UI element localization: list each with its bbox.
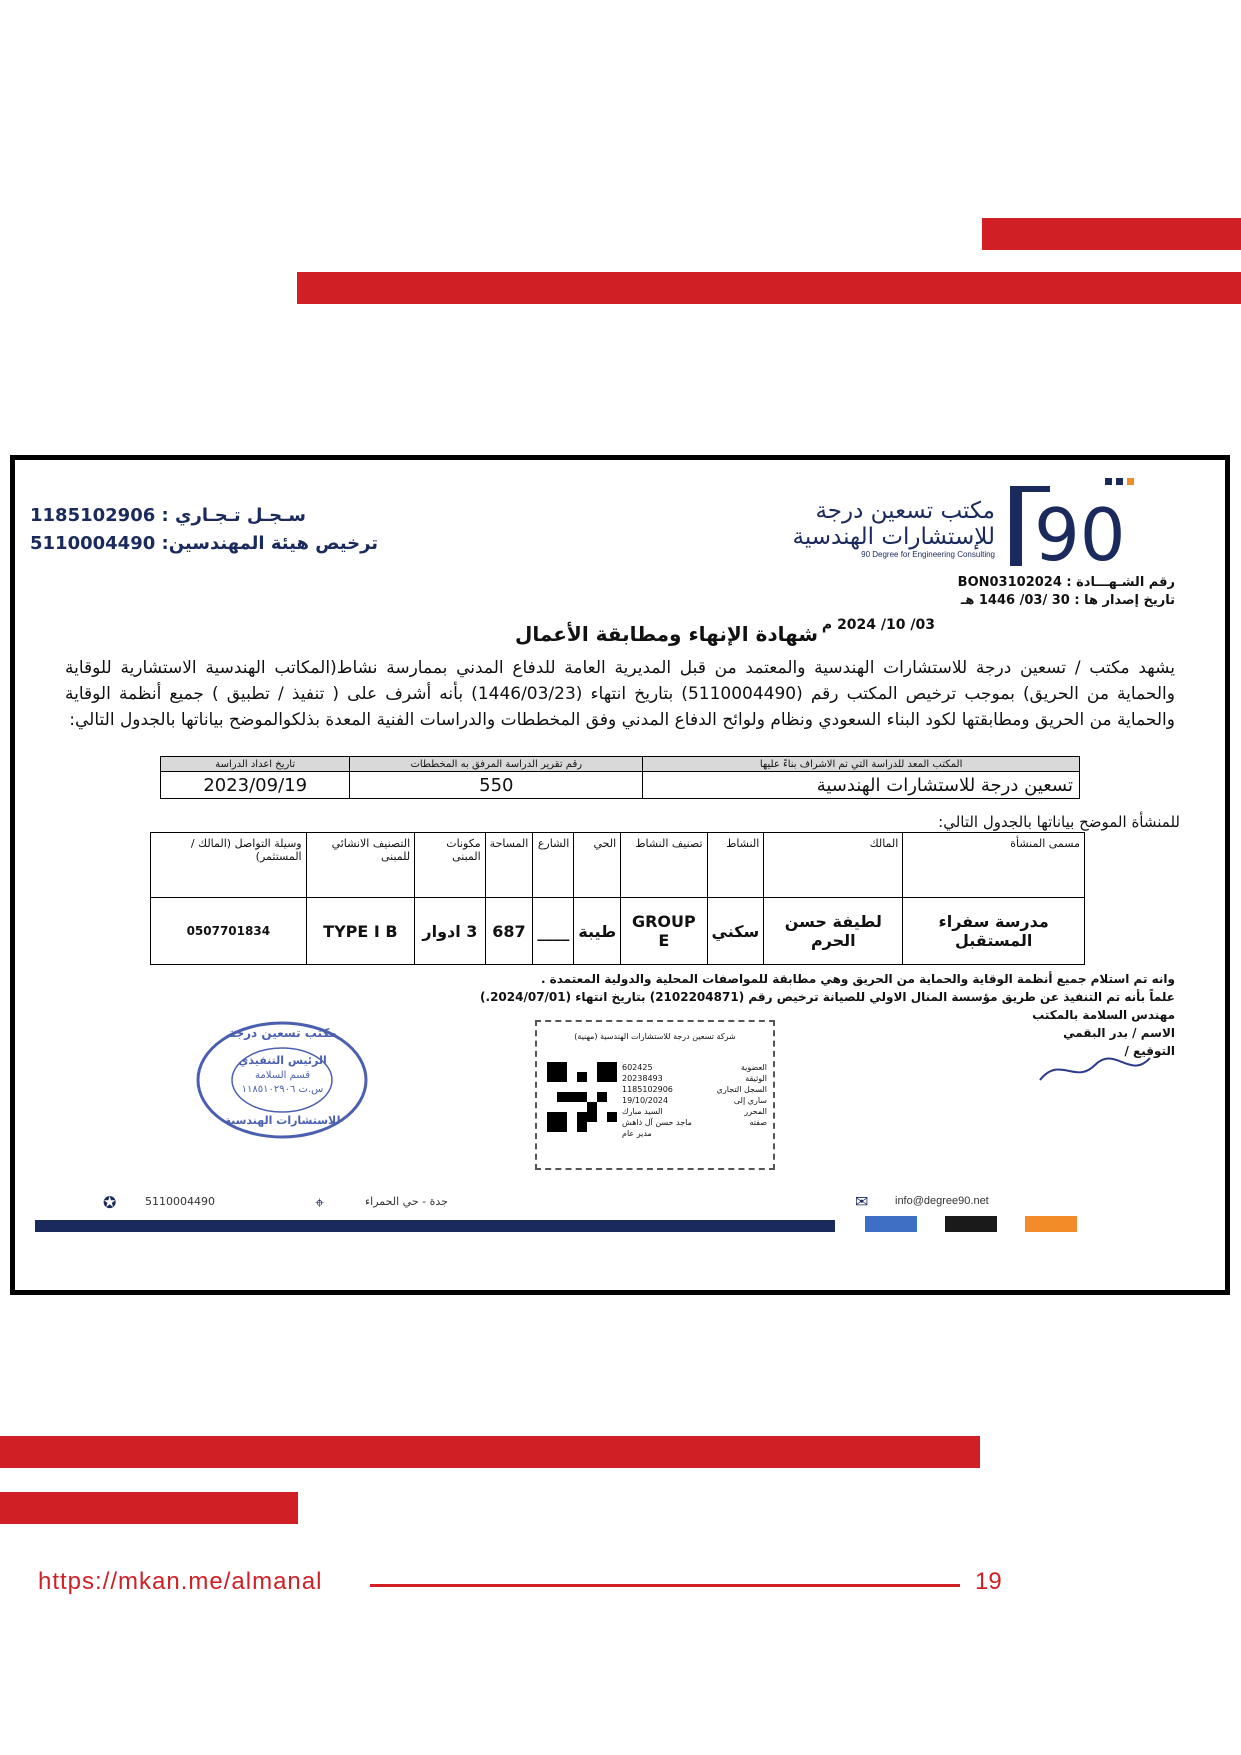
facility-header: التصنيف الانشائي للمبنى [306,833,415,898]
office-logo [1010,478,1170,568]
verification-row: 20238493 الوثيقة [622,1074,767,1083]
verification-row: 602425 العضوية [622,1063,767,1072]
header-registration [30,502,430,558]
office-name-en: 90 Degree for Engineering Consulting [861,550,995,559]
issue-date-hijri: تاريخ إصدار ها : 30 /03/ 1446 هـ [960,593,1175,608]
cert-number: رقم الشـهـــادة : BON03102024 [957,575,1175,590]
verification-row: مدير عام [622,1129,652,1138]
facility-header: النشاط [707,833,764,898]
official-stamp [195,1020,370,1140]
study-header-report: رقم تقرير الدراسة المرفق به المخططات [350,757,643,772]
decor-bar-top-long [297,272,1241,304]
study-report-number: 550 [350,772,643,799]
issue-date-greg: 03/ 10/ 2024 م [821,617,935,633]
commercial-record: سـجـل تـجـاري : 1185102906 [30,505,306,526]
footer-orange-square [1025,1216,1077,1232]
engineer-title: مهندس السلامة بالمكتب [1032,1008,1175,1022]
facility-district: طيبة [574,898,621,965]
facility-construction-type: TYPE I B [306,898,415,965]
verification-row: السيد مبارك المحرر [622,1107,767,1116]
facility-header: وسيلة التواصل (المالك / المستثمر) [151,833,307,898]
facility-header: المساحة [485,833,533,898]
page-footer-line [370,1584,960,1587]
license-badge-icon: ✪ [103,1193,117,1212]
footer-email: info@degree90.net [895,1195,989,1207]
facility-header: مسمى المنشأة [903,833,1085,898]
stamp-line2: الرئيس التنفيذي [238,1054,327,1067]
footer-license: 5110004490 [145,1195,215,1208]
email-icon: ✉ [855,1192,869,1211]
verification-row: 1185102906 السجل التجاري [622,1085,767,1094]
office-name [735,498,995,559]
certificate-title: شهادة الإنهاء ومطابقة الأعمال [515,622,819,646]
facility-components: 3 ادوار [415,898,486,965]
verification-title: شركة تسعين درجة للاستشارات الهندسية (مهنية) [574,1032,736,1041]
signature-scribble [1035,1050,1155,1090]
facility-name: مدرسة سفراء المستقبل [903,898,1085,965]
footer-black-square [945,1216,997,1232]
study-header-office: المكتب المعد للدراسة التي تم الاشراف بناءً عليها [643,757,1080,772]
verification-rows [622,1062,767,1139]
stamp-line4: س.ت ١١٨٥١٠٢٩٠٦ [241,1084,324,1095]
decor-bar-top-short [982,218,1241,250]
verification-row: ماجد حسن آل ذاهش صفته [622,1118,767,1127]
study-date: 2023/09/19 [161,772,350,799]
facility-header: مكونات المبنى [415,833,486,898]
footer-location: جدة - حي الحمراء [365,1195,448,1208]
study-table-row [161,772,1080,799]
facility-header: المالك [764,833,903,898]
stamp-line3: قسم السلامة [255,1070,310,1081]
qr-code-icon [547,1062,617,1132]
note-executed: علماً بأنه تم التنفيذ عن طريق مؤسسة المنال الاولي للصيانة ترخيص رقم (2102204871) بتاريخ انتهاء (2024/07/01.) [480,990,1175,1004]
facility-area: 687 [485,898,533,965]
facility-table-header [151,833,1085,898]
facility-activity: سكني [707,898,764,965]
facility-intro: للمنشأة الموضح بياناتها بالجدول التالي: [938,813,1180,831]
decor-bar-bottom-short [0,1492,298,1524]
facility-header: تصنيف النشاط [621,833,707,898]
certificate-document [10,455,1230,1295]
facility-table [150,832,1085,965]
stamp-line5: للاستشارات الهندسية [224,1114,341,1127]
facility-header: الشارع [533,833,574,898]
engineer-signature-label: التوقيع / [1124,1044,1175,1058]
facility-table-row [151,898,1085,965]
facility-street: ____ [533,898,574,965]
study-table-header [161,757,1080,772]
study-office: تسعين درجة للاستشارات الهندسية [643,772,1080,799]
facility-contact: 0507701834 [151,898,307,965]
study-table [160,756,1080,799]
footer-navy-bar [35,1220,835,1232]
verification-row: 19/10/2024 ساري إلى [622,1096,767,1105]
logo-number: 90 [1034,493,1126,568]
stamp-line1: مكتب تسعين درجة [228,1026,337,1040]
location-pin-icon: ⌖ [315,1193,325,1212]
verification-box [535,1020,775,1170]
office-name-line2: للإستشارات الهندسية [792,524,995,550]
footer-blue-square [865,1216,917,1232]
note-received: وانه تم استلام جميع أنظمة الوقاية والحماية من الحريق وهي مطابقة للمواصفات المحلية والدولية المعتمدة . [540,972,1175,986]
certificate-body: يشهد مكتب / تسعين درجة للاستشارات الهندسية والمعتمد من قبل المديرية العامة للدفاع المدني بممارسة نشاط(المكاتب الهندسية الاستشارية للوقاية والحماية من الحريق) بموجب ترخيص المكتب رقم (5110004490) بتاريخ انتهاء (1446/03/23) بأنه أشرف على ( تنفيذ / تطبيق ) جميع أنظمة الوقاية والحماية من الحريق ومطابقتها لكود البناء السعودي ونظام ولوائح الدفاع المدني وفق المخططات والدراسات الفنية المعدة بذلكوالموضح بياناتها بالجدول التالي: [65,658,1175,730]
page-url-link[interactable]: https://mkan.me/almanal [38,1568,323,1595]
facility-class: GROUP E [621,898,707,965]
facility-owner: لطيفة حسن الحرم [764,898,903,965]
study-header-date: تاريخ اعداد الدراسة [161,757,350,772]
engineer-name: الاسم / بدر البقمي [1063,1026,1175,1040]
engineers-license: ترخيص هيئة المهندسين: 5110004490 [30,533,379,554]
office-name-line1: مكتب تسعين درجة [815,498,995,524]
facility-header: الحي [574,833,621,898]
page-number: 19 [975,1568,1002,1595]
decor-bar-bottom-long [0,1436,980,1468]
